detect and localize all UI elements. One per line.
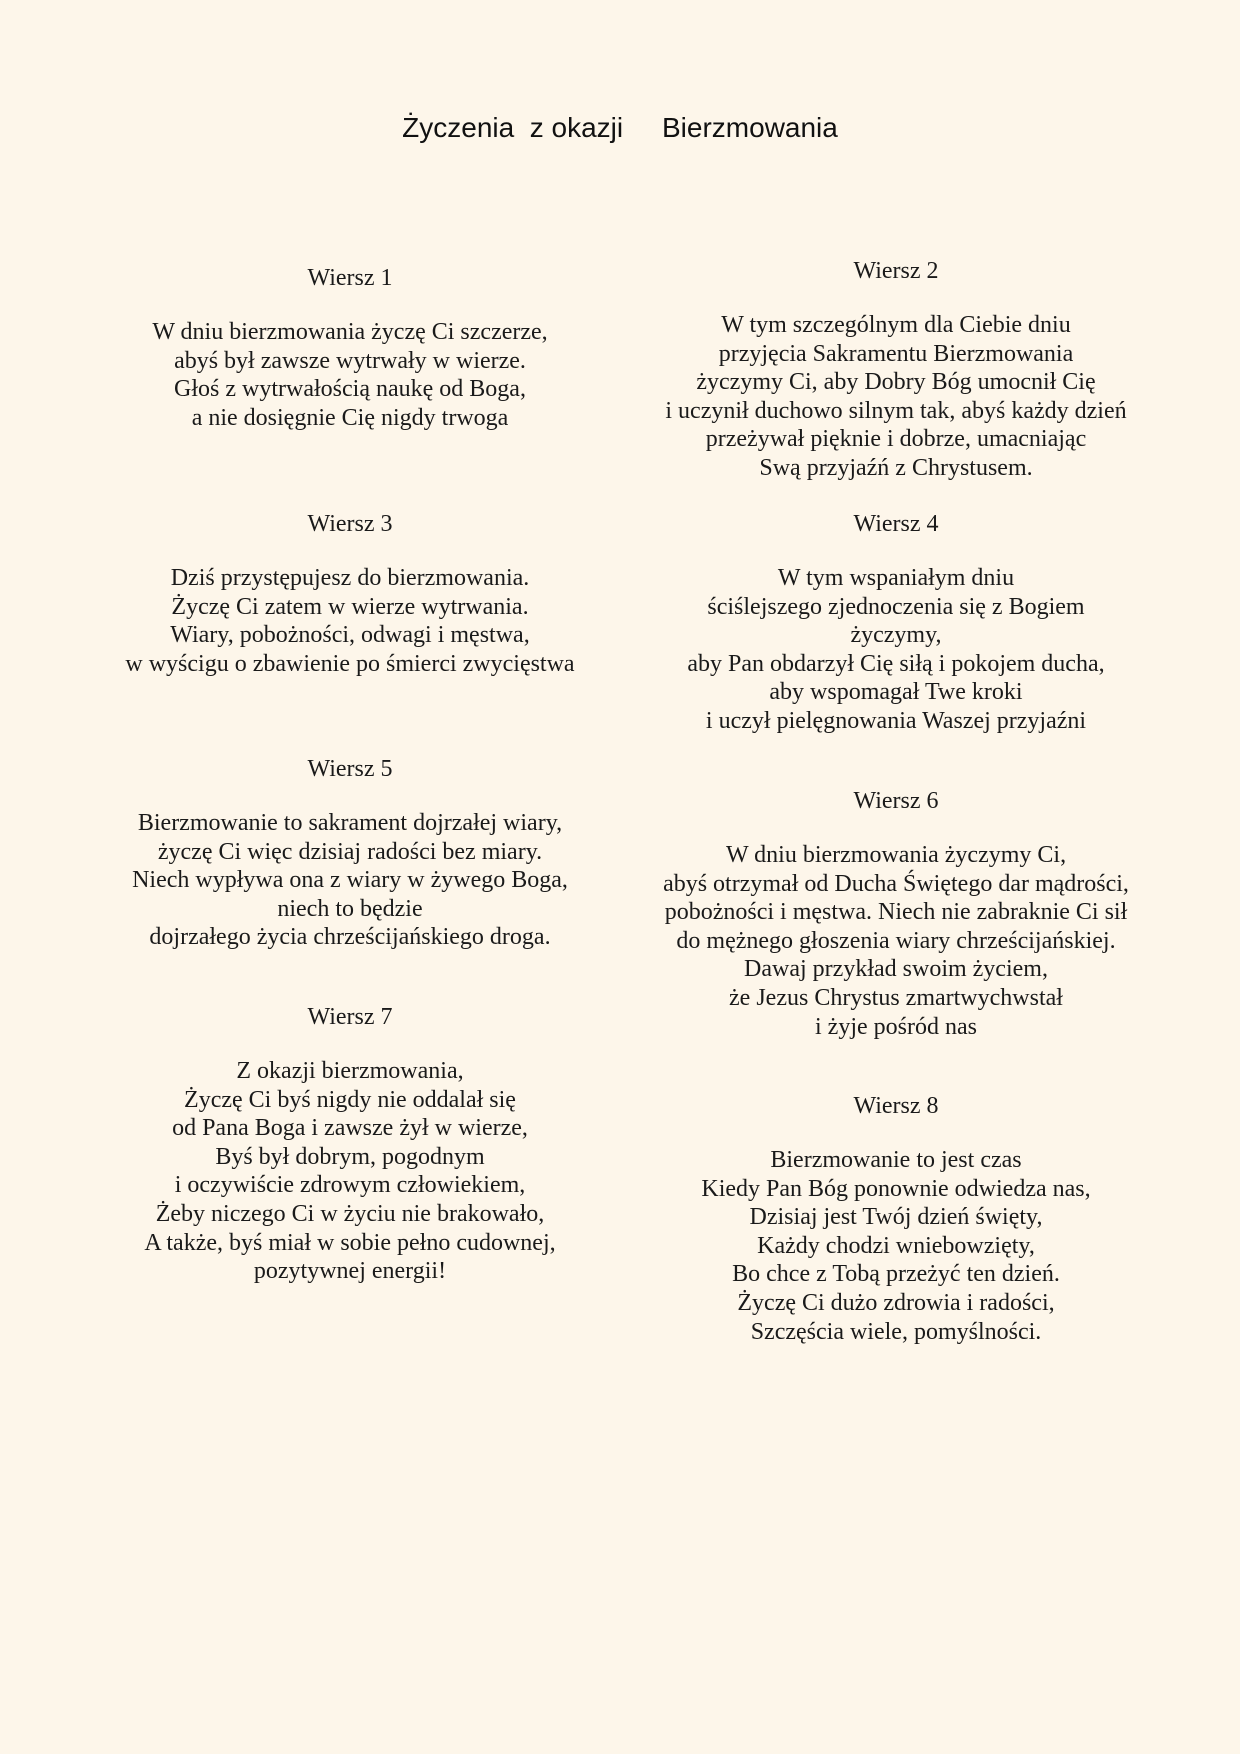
poem-line: Byś był dobrym, pogodnym — [215, 1143, 485, 1170]
poem-line: Bierzmowanie to jest czas — [770, 1147, 1022, 1173]
poem-line: Głoś z wytrwałością naukę od Boga, — [174, 376, 526, 403]
poem-2 — [616, 255, 1176, 483]
poem-title: Wiersz 4 — [853, 511, 939, 537]
poem-line: W tym wspaniałym dniu — [777, 565, 1015, 591]
poem-body — [616, 1146, 1176, 1346]
poem-line: ściślejszego zjednoczenia się z Bogiem — [707, 593, 1085, 620]
poem-body — [616, 564, 1176, 736]
poem-line: Bierzmowanie to sakrament dojrzałej wiary, — [137, 810, 563, 836]
poem-line: że Jezus Chrystus zmartwychwstał — [729, 984, 1063, 1011]
poem-line: a nie dosięgnie Cię nigdy trwoga — [191, 404, 509, 431]
poem-6 — [616, 785, 1176, 1041]
poem-line: życzę Ci więc dzisiaj radości bez miary. — [157, 838, 543, 865]
poem-line: Bo chce z Tobą przeżyć ten dzień. — [732, 1261, 1060, 1288]
poem-title: Wiersz 5 — [307, 756, 393, 782]
poem-line: Szczęścia wiele, pomyślności. — [750, 1318, 1042, 1345]
poem-line: dojrzałego życia chrześcijańskiego droga. — [149, 924, 551, 951]
poem-line: Niech wypływa ona z wiary w żywego Boga, — [132, 867, 568, 894]
poem-line: aby wspomagał Twe kroki — [769, 679, 1023, 706]
poem-line: i uczynił duchowo silnym tak, abyś każdy dzień — [665, 397, 1127, 424]
poem-line: Życzę Ci byś nigdy nie oddalał się — [184, 1086, 516, 1113]
poem-line: przeżywał pięknie i dobrze, umacniając — [705, 426, 1087, 453]
poem-line: życzymy Ci, aby Dobry Bóg umocnił Cię — [696, 369, 1096, 396]
poem-body — [616, 841, 1176, 1041]
poem-line: do mężnego głoszenia wiary chrześcijańskiej. — [676, 927, 1116, 954]
poem-body — [70, 318, 630, 432]
poem-line: Swą przyjaźń z Chrystusem. — [759, 454, 1033, 481]
poem-line: Życzę Ci zatem w wierze wytrwania. — [171, 593, 529, 620]
poem-body — [70, 1057, 630, 1286]
poem-line: Każdy chodzi wniebowzięty, — [757, 1232, 1035, 1259]
poem-line: niech to będzie — [277, 895, 423, 922]
poem-line: aby Pan obdarzył Cię siłą i pokojem ducha, — [687, 650, 1105, 677]
poem-body — [616, 311, 1176, 483]
poem-line: i żyje pośród nas — [815, 1013, 977, 1040]
poem-title: Wiersz 6 — [853, 788, 939, 814]
poem-line: Dzisiaj jest Twój dzień święty, — [749, 1204, 1043, 1231]
poem-line: od Pana Boga i zawsze żył w wierze, — [172, 1115, 528, 1142]
poem-7 — [70, 1001, 630, 1286]
poem-line: abyś otrzymał od Ducha Świętego dar mądrości, — [663, 870, 1129, 897]
poem-line: i uczył pielęgnowania Waszej przyjaźni — [705, 707, 1087, 734]
poem-line: W dniu bierzmowania życzymy Ci, — [725, 842, 1067, 868]
poem-line: w wyścigu o zbawienie po śmierci zwycięstwa — [125, 650, 575, 677]
poem-body — [70, 564, 630, 678]
poem-4 — [616, 508, 1176, 736]
poem-line: W tym szczególnym dla Ciebie dniu — [721, 312, 1071, 338]
poem-title: Wiersz 1 — [307, 265, 393, 291]
poem-line: W dniu bierzmowania życzę Ci szczerze, — [152, 319, 548, 345]
poem-line: Dziś przystępujesz do bierzmowania. — [170, 565, 530, 591]
poem-line: życzymy, — [850, 622, 942, 649]
poem-line: i oczywiście zdrowym człowiekiem, — [174, 1172, 526, 1199]
poem-5 — [70, 753, 630, 952]
poem-8 — [616, 1090, 1176, 1346]
poem-title: Wiersz 8 — [853, 1093, 939, 1119]
poem-3 — [70, 508, 630, 678]
poem-line: Żeby niczego Ci w życiu nie brakowało, — [155, 1200, 545, 1227]
poem-line: przyjęcia Sakramentu Bierzmowania — [718, 340, 1074, 367]
poem-line: pobożności i męstwa. Niech nie zabraknie Ci sił — [664, 899, 1128, 926]
poem-title: Wiersz 2 — [853, 258, 939, 284]
poem-line: Wiary, pobożności, odwagi i męstwa, — [170, 622, 530, 649]
poem-body — [70, 809, 630, 952]
page-title: Życzenia z okazji Bierzmowania — [402, 112, 838, 143]
poem-line: Kiedy Pan Bóg ponownie odwiedza nas, — [701, 1175, 1091, 1202]
poem-line: pozytywnej energii! — [253, 1258, 447, 1285]
poem-line: abyś był zawsze wytrwały w wierze. — [174, 347, 526, 374]
poem-line: Z okazji bierzmowania, — [236, 1058, 464, 1084]
poem-title: Wiersz 3 — [307, 511, 393, 537]
poem-title: Wiersz 7 — [307, 1004, 393, 1030]
poem-line: Dawaj przykład swoim życiem, — [744, 956, 1048, 983]
poem-1 — [70, 262, 630, 432]
poem-line: Życzę Ci dużo zdrowia i radości, — [737, 1289, 1055, 1316]
poem-line: A także, byś miał w sobie pełno cudownej, — [144, 1229, 556, 1256]
